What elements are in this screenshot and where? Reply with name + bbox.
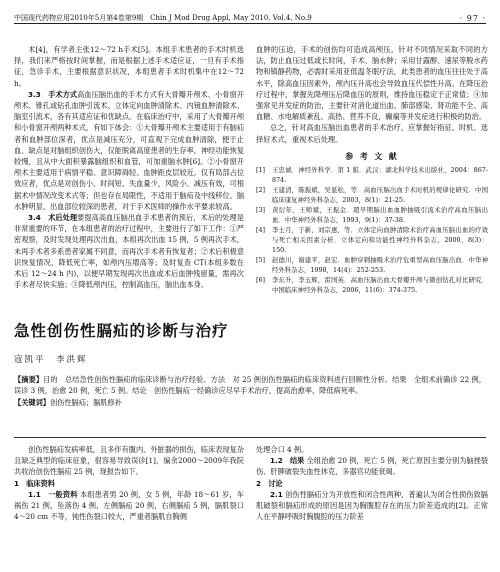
reference-item bbox=[256, 205, 488, 225]
article-authors: 寇凯平 李洪辉 bbox=[14, 355, 88, 365]
article-title: 急性创伤性膈疝的诊断与治疗 bbox=[14, 322, 229, 340]
section-heading-1-1: 1.1 一般资料 bbox=[28, 489, 78, 499]
paragraph-surgery-method: 高血压脑出血的手术方式有大骨瓣开颅术、小骨窗开颅术、锥孔或钻孔血肿引流术、立体定向血肿清除术、内镜血肿清除术、脑室引流术，各有其适应证和优缺点。在临床治疗中，采用了大骨瓣开颅和小骨窗开颅两种术式，有如下体会：①大骨瓣开颅术主要适用于有脑疝者和血肿部位深者，优点是减压充分，可直观下完成血肿清除，便于止血、缺点是对脑组织创伤大，仅能脱离高度患者的生存率，神经功能恢复较慢，且从中大面积暴露脑组织和血管，可加重脑水肿[6]。②小骨窗开颅术主要适用于病情平稳、意识障碍轻、血肿距皮层较近，仅有局部占位效应者，优点是对创伤小、时间短、失血量少，风险小、减压有效，可根据术中情况改变术式等；但也存在局限性，不适用于脑疝及中线移位、脑水肿明显、出血部位较深的患者，对于手术医师的操作水平要求较高。 bbox=[14, 89, 245, 211]
reference-text: 王忠诚．神经外科学．第 1 版．武汉：湖北科学技术出版社，2004：867-874. bbox=[272, 166, 488, 185]
section-heading-3-3: 3.3 手术方式 bbox=[28, 89, 78, 99]
paragraph-intro: 创伤性膈疝发病率低，且多伴有腹内、外脏器的损伤，临床表现复杂且缺乏典型的临床征象，很容易导致误诊[1]，编余2000～2009年我院共收治创伤性膈疝 25 例，现报告如下。 bbox=[14, 445, 244, 477]
reference-number: [5] bbox=[256, 256, 266, 265]
reference-item bbox=[256, 255, 488, 275]
paragraph-post-op: 要提高高血压脑出血手术患者的预后，术后的处理是非常重要的环节，在本组患者的治疗过程中，主要进行了如下工作：①严密观察，及时发现处理再次出血，本组再次出血 15 例，5 例再次手术，未再手术者多系患者家属不同意，而再次手术者有恢复者；②术后积极意识恢复情况，降低死亡率，如颅内压增高等；及时复查 CT(本组多数在术后 12～24 h 内)，以便早期发现再次出血或术后血肿残留量，需再次手术者尽快实施；③降低颅内压，控制高血压，脑出血本身。 bbox=[14, 213, 245, 290]
section-heading-1-2: 1.2 结果 bbox=[270, 456, 305, 466]
reference-number: [2] bbox=[256, 186, 266, 195]
lower-left-column bbox=[14, 444, 244, 522]
references-heading: 参 考 文 献 bbox=[345, 151, 399, 161]
section-heading-1: 1 临床资料 bbox=[14, 478, 55, 488]
reference-number: [3] bbox=[256, 206, 266, 215]
lower-right-column bbox=[256, 444, 488, 522]
paragraph-discussion: 创伤性膈疝分为开放性和闭合性两种，普遍认为闭合性损伤致膈肌破裂和膈疝形成的原因是因为胸腹腔存在的压力阶差造成的[2]。正常人在平静呼吸时胸腹腔的压力阶差 bbox=[256, 489, 488, 522]
paragraph-continued: 血肿的压迫，手术的创伤均可造成高颅压，针对不同情况采取不同的方法，防止血压过低或长时间，手术、脑水肿；采用甘露醇、速尿等脱水药物和镇静药物，必需时采用亚低温冬眠疗法，此类患者的血压往往处于高水平，除高血压因素外，颅内压升高也会导致血压代偿性升高。在降压治疗过程中，掌握先降颅压后降血压的原则，维持血压稳定于正常值；④加强常见并发症的防治，主要针对消化道出血、肺部感染、肾功能不全、高血糖、水电解质紊乱、高热、营养不良，癫痫等并发症进行积极的防治。 bbox=[256, 45, 488, 122]
upper-left-column bbox=[14, 44, 244, 290]
abstract-divider bbox=[14, 437, 486, 438]
reference-text: 李东升，李玉辉，雷国英．高血压脑出血大骨瓣开颅与微创钻孔对比研究．中国临床神经外科杂志，2006，11(6)：374-375. bbox=[272, 276, 488, 295]
paragraph-results: 全组治愈 20 例，死亡 5 例，死亡原因主要分别为脑挫裂伤、肝脾破裂失血性休克，多器官功能衰竭。 bbox=[256, 456, 488, 477]
section-heading-3-4: 3.4 术后处理 bbox=[28, 213, 78, 223]
paragraph-continued-lower: 处理合口 4 例。 bbox=[256, 445, 309, 454]
keywords-text: 创伤性膈疝；膈肌修补 bbox=[49, 398, 122, 407]
reference-item bbox=[256, 225, 488, 255]
page-header bbox=[14, 9, 486, 24]
section-heading-2-1: 2.1 bbox=[270, 489, 283, 499]
paragraph-surgery-timing: 术[4]，有学者主张12～72 h手术[5]。本组手术患者的手术时机选择，我们来严格按时间掌握，而是根据上述手术适应证，一旦有手术指征，急诊手术，主要根据意识状况，本组患者手术时机集中在12～72 h。 bbox=[14, 45, 244, 88]
abstract-text: 目的 总结急性创伤性膈疝的临床诊断与治疗经验。方法 对 25 例创伤性膈疝的临床资料进行回顾性分析。结果 全组术前确诊 22 例，误诊 3 例，治愈 20 例，死亡 5 例。结论 创伤性膈疝一经确诊应尽早手术治疗，提高治愈率，降低病死率。 bbox=[14, 375, 486, 395]
reference-text: 赵德川，谢建平，赵宏．血肿穿刺抽吸术治疗危重型高血压脑出血．中华神经外科杂志，1998，14(4)：252-253. bbox=[272, 256, 488, 275]
reference-item bbox=[256, 185, 488, 205]
reference-text: 李士月，于新，刘宗惠，等．立体定向血肿清除术治疗高血压脑出血的疗效与死亡相关因素分析．立体定向和功能性神经外科杂志，2000，8(3)：150. bbox=[272, 226, 488, 255]
reference-number: [4] bbox=[256, 226, 266, 235]
reference-item bbox=[256, 165, 488, 185]
reference-text: 黄衍年，王师斌，王振金．超早期脑出血血肿抽吸引流术治疗高血压脑出血．中华神经外科杂志，1993，9(1)：37-38. bbox=[272, 206, 488, 225]
upper-right-column bbox=[256, 44, 488, 295]
abstract-block bbox=[14, 374, 486, 408]
reference-text: 王建清，陈振斌，吴显松，等．高血压脑出血手术时机的规律化研究．中国临床康复神经外科杂志，2003，8(1)：21-25. bbox=[272, 186, 488, 205]
paragraph-conclusion: 总之，针对高血压脑出血患者的手术治疗，应掌握好指征、时机、选择好术式，重视术后处理。 bbox=[256, 123, 488, 144]
paragraph-general-data: 本组患者男 20 例，女 5 例，年龄 18～61 岁，车祸伤 21 例，坠落伤 4 例，左侧膈疝 20 例，右侧膈疝 5 例，膈肌裂口 4～20 cm 不等，钝性伤裂口较大，严重者膈肌自胸侧 bbox=[14, 489, 244, 522]
reference-list bbox=[256, 165, 488, 295]
reference-number: [1] bbox=[256, 166, 266, 175]
abstract-label: 【摘要】 bbox=[14, 375, 44, 384]
keywords-label: 【关键词】 bbox=[14, 398, 50, 407]
reference-number: [6] bbox=[256, 276, 266, 285]
journal-running-head: 中国现代药物应用2010年5月第4卷第9期 Chin J Mod Drug Appl, May 2010, Vol.4, No.9 bbox=[14, 14, 312, 22]
reference-item bbox=[256, 275, 488, 295]
page-number: · 97 · bbox=[459, 14, 486, 23]
section-heading-2: 2 讨论 bbox=[256, 478, 283, 488]
